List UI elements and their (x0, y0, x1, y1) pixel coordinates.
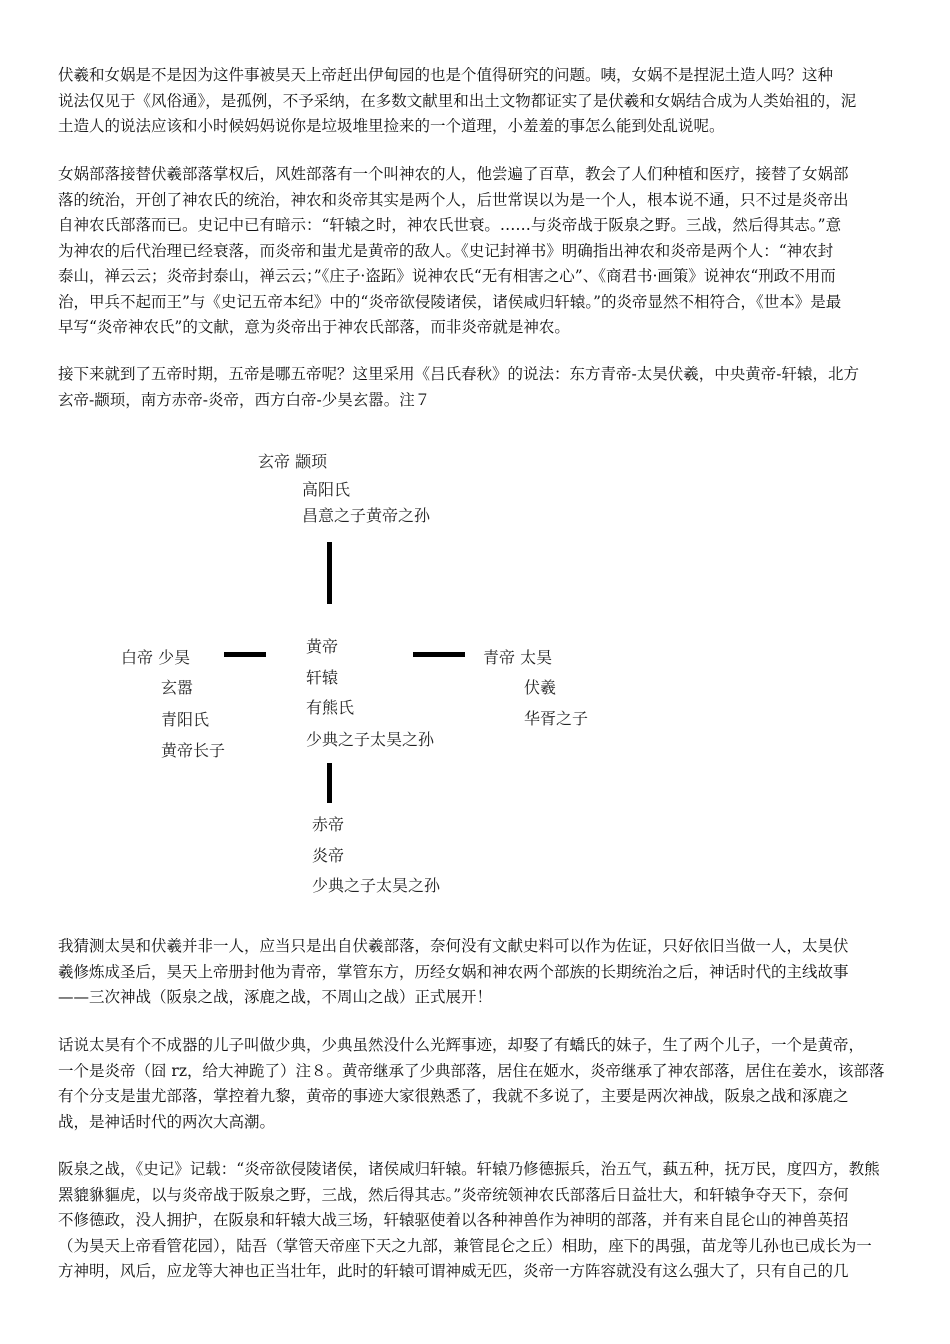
west-line: 青阳氏 (161, 710, 210, 729)
south-line: 赤帝 (312, 815, 345, 834)
west-line: 黄帝长子 (161, 741, 226, 760)
text-line: 落的统治，开创了神农氏的统治，神农和炎帝其实是两个人，后世常误以为是一个人，根本说不通，只不过是炎帝出 (58, 190, 849, 209)
east-connector (413, 652, 465, 657)
text-line: 伏羲和女娲是不是因为这件事被昊天上帝赶出伊甸园的也是个值得研究的问题。咦，女娲不是捏泥土造人吗？这种 (58, 66, 834, 84)
text-line: 自神农氏部落而已。史记中已有暗示：“轩辕之时，神农氏世衰。……与炎帝战于阪泉之野。三战，然后得其志。”意 (58, 216, 842, 234)
text-line: 方神明，风后，应龙等大神也正当壮年，此时的轩辕可谓神威无匹，炎帝一方阵容就没有这么强大了，只有自己的几 (58, 1262, 849, 1280)
west-line: 玄嚣 (161, 678, 194, 697)
text-line: 土造人的说法应该和小时候妈妈说你是垃圾堆里捡来的一个道理，小羞羞的事怎么能到处乱说呢。 (58, 117, 725, 135)
north-connector (327, 542, 332, 604)
text-line: （为昊天上帝看管花园），陆吾（掌管天帝座下天之九部，兼管昆仑之丘）相助，座下的禺强，苗龙等儿孙也已成长为一 (58, 1236, 872, 1255)
text-line: 女娲部落接替伏羲部落掌权后，风姓部落有一个叫神农的人，他尝遍了百草，教会了人们种植和医疗，接替了女娲部 (58, 165, 849, 183)
east-title: 青帝 太昊 (483, 648, 553, 667)
south-connector (327, 763, 332, 803)
text-line: 玄帝-颛顼，南方赤帝-炎帝，西方白帝-少昊玄嚣。注７ (58, 390, 431, 409)
text-line: 接下来就到了五帝时期，五帝是哪五帝呢？这里采用《吕氏春秋》的说法：东方青帝-太昊伏羲，中央黄帝-轩辕，北方 (58, 365, 859, 383)
five-emperors-diagram (0, 430, 950, 910)
center-line: 黄帝 (306, 637, 339, 656)
paragraph-banquan-battle (58, 1157, 896, 1285)
text-line: 不修德政，没人拥护，在阪泉和轩辕大战三场，轩辕驱使着以各种神兽作为神明的部落，并有来自昆仑山的神兽英招 (58, 1211, 849, 1229)
south-line: 少典之子太昊之孙 (312, 876, 441, 895)
paragraph-fuxi-nuwa (58, 63, 896, 140)
paragraph-taihao (58, 934, 896, 1011)
north-line: 高阳氏 (302, 480, 351, 499)
text-line: 治，甲兵不起而王”与《史记五帝本纪》中的“炎帝欲侵陵诸侯，诸侯咸归轩辕。”的炎帝显然不相符合，《世本》是最 (58, 292, 842, 311)
text-line: 阪泉之战，《史记》记载：“炎帝欲侵陵诸侯，诸侯咸归轩辕。轩辕乃修德振兵，治五气，蓺五种，抚万民，度四方，教熊 (58, 1160, 880, 1178)
text-line: 战，是神话时代的两次大高潮。 (58, 1112, 276, 1131)
east-line: 华胥之子 (524, 709, 589, 728)
text-line: 说法仅见于《风俗通》，是孤例，不予采纳，在多数文献里和出土文物都证实了是伏羲和女娲结合成为人类始祖的，泥 (58, 91, 857, 110)
south-line: 炎帝 (312, 846, 345, 865)
east-line: 伏羲 (524, 678, 557, 697)
center-line: 轩辕 (306, 668, 339, 687)
text-line: 一个是炎帝（囧 rz，给大神跪了）注８。黄帝继承了少典部落，居住在姬水，炎帝继承了神农部落，居住在姜水，该部落 (58, 1061, 885, 1080)
text-line: 罴貔貅貙虎，以与炎帝战于阪泉之野，三战，然后得其志。”炎帝统领神农氏部落后日益壮大，和轩辕争夺天下，奈何 (58, 1185, 849, 1204)
center-line: 有熊氏 (306, 698, 355, 717)
text-line: 我猜测太昊和伏羲并非一人，应当只是出自伏羲部落，奈何没有文献史料可以作为佐证，只好依旧当做一人，太昊伏 (58, 937, 849, 955)
text-line: 羲修炼成圣后，昊天上帝册封他为青帝，掌管东方，历经女娲和神农两个部族的长期统治之后，神话时代的主线故事 (58, 962, 849, 981)
paragraph-five-emperors (58, 362, 896, 413)
north-line: 昌意之子黄帝之孙 (302, 506, 431, 525)
center-line: 少典之子太昊之孙 (306, 730, 435, 749)
text-line: 有个分支是蚩尤部落，掌控着九黎，黄帝的事迹大家很熟悉了，我就不多说了，主要是两次神战，阪泉之战和涿鹿之 (58, 1087, 849, 1105)
text-line: 话说太昊有个不成器的儿子叫做少典，少典虽然没什么光辉事迹，却娶了有蟜氏的妹子，生了两个儿子，一个是黄帝， (58, 1036, 865, 1054)
west-connector (224, 652, 266, 657)
text-line: ——三次神战（阪泉之战，涿鹿之战，不周山之战）正式展开！ (58, 988, 493, 1006)
text-line: 泰山，禅云云；炎帝封泰山，禅云云；”《庄子·盗跖》说神农氏“无有相害之心”、《商君书·画策》说神农“刑政不用而 (58, 267, 836, 285)
text-line: 为神农的后代治理已经衰落，而炎帝和蚩尤是黄帝的敌人。《史记封禅书》明确指出神农和炎帝是两个人：“神农封 (58, 241, 834, 260)
paragraph-shaodian (58, 1033, 896, 1135)
west-title: 白帝 少昊 (121, 648, 191, 667)
text-line: 早写“炎帝神农氏”的文献，意为炎帝出于神农氏部落，而非炎帝就是神农。 (58, 318, 570, 336)
north-title: 玄帝 颛顼 (258, 452, 328, 471)
paragraph-shennong (58, 162, 896, 341)
